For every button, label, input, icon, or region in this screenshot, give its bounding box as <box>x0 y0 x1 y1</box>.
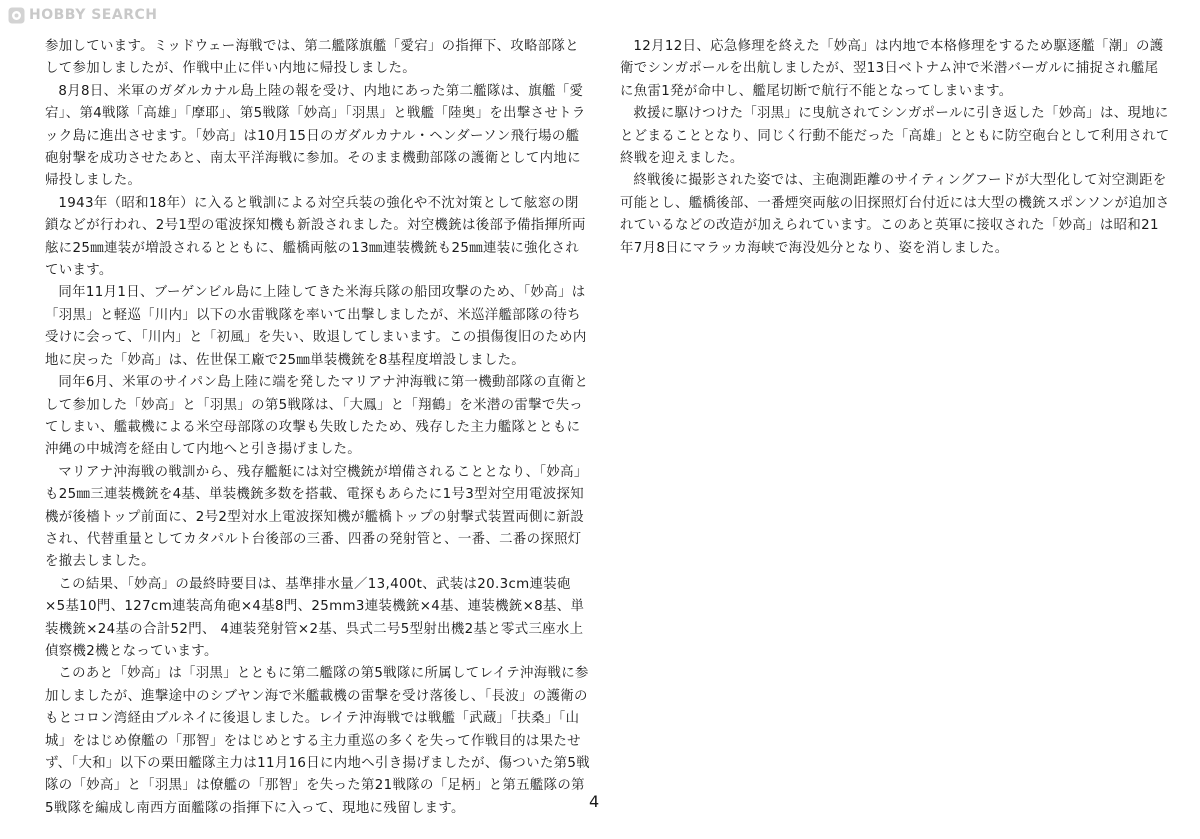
right-text-column <box>620 36 1170 260</box>
paragraph: 12月12日、応急修理を終えた「妙高」は内地で本格修理をするため駆逐艦「潮」の護衛でシンガポールを出航しましたが、翌13日ベトナム沖で米潜バーガルに捕捉され艦尾に魚雷1発が命中し、艦尾切断で航行不能となってしまいます。 <box>620 39 1164 99</box>
paragraph: この結果、「妙高」の最終時要目は、基準排水量／13,400t、武装は20.3cm連装砲×5基10門、127cm連装高角砲×4基8門、25mm3連装機銃×4基、連装機銃×8基、単装機銃×24基の合計52門、 4連装発射管×2基、呉式二号5型射出機2基と零式三座水上偵察機2機となっています。 <box>45 576 585 659</box>
paragraph: マリアナ沖海戦の戦訓から、残存艦艇には対空機銃が増備されることとなり、「妙高」も25㎜三連装機銃を4基、単装機銃多数を搭載、電探もあらたに1号3型対空用電波探知機が後檣トップ前面に、2号2型対水上電波探知機が艦橋トップの射撃式装置両側に新設され、代替重量としてカタパルト台後部の三番、四番の発射管と、一番、二番の探照灯を撤去しました。 <box>45 464 588 570</box>
paragraph: 8月8日、米軍のガダルカナル島上陸の報を受け、内地にあった第二艦隊は、旗艦「愛宕」、第4戦隊「高雄」「摩耶」、第5戦隊「妙高」「羽黒」と戦艦「陸奥」を出撃させトラック島に進出させます。「妙高」は10月15日のガダルカナル・ヘンダーソン飛行場の艦砲射撃を成功させたあと、南太平洋海戦に参加。そのまま機動部隊の護衛として内地に帰投しました。 <box>45 83 586 189</box>
paragraph: 救援に駆けつけた「羽黒」に曳航されてシンガポールに引き返した「妙高」は、現地にとどまることとなり、同じく行動不能だった「高雄」とともに防空砲台として利用されて終戦を迎えました。 <box>620 106 1170 167</box>
site-logo <box>8 5 157 25</box>
paragraph: このあと「妙高」は「羽黒」とともに第二艦隊の第5戦隊に所属してレイテ沖海戦に参加しましたが、進撃途中のシブヤン海で米艦載機の雷撃を受け落後し、「長波」の護衛のもとコロン湾経由ブルネイに後退しました。レイテ沖海戦では戦艦「武蔵」「扶桑」「山城」をはじめ僚艦の「那智」をはじめとする主力重巡の多くを失って作戦目的は果たせず、「大和」以下の栗田艦隊主力は11月16日に内地へ引き揚げましたが、傷ついた第5戦隊の「妙高」と「羽黒」は僚艦の「那智」を失った第21戦隊の「足柄」と第五艦隊の第5戦隊を編成し南西方面艦隊の指揮下に入って、現地に残留します。 <box>45 666 590 816</box>
paragraph: 終戦後に撮影された姿では、主砲測距離のサイティングフードが大型化して対空測距を可能とし、艦橋後部、一番煙突両舷の旧探照灯台付近には大型の機銃スポンソンが追加されているなどの改造が加えられています。このあと英軍に接収された「妙高」は昭和21年7月8日にマラッカ海峡で海没処分となり、姿を消しました。 <box>620 173 1170 256</box>
logo-text: HOBBY SEARCH <box>29 7 158 23</box>
paragraph: 同年11月1日、ブーゲンビル島に上陸してきた米海兵隊の船団攻撃のため、「妙高」は「羽黒」と軽巡「川内」以下の水雷戦隊を率いて出撃しましたが、米巡洋艦部隊の待ち受けに会って、「川内」と「初風」を失い、敗退してしまいます。この損傷復旧のため内地に戻った「妙高」は、佐世保工廠で25㎜単装機銃を8基程度増設しました。 <box>45 285 587 368</box>
paragraph: 同年6月、米軍のサイパン島上陸に端を発したマリアナ沖海戦に第一機動部隊の直衛として参加した「妙高」と「羽黒」の第5戦隊は、「大鳳」と「翔鶴」を米潜の雷撃で失ってしまい、艦載機による米空母部隊の攻撃も失敗したため、残存した主力艦隊とともに沖縄の中城湾を経由して内地へと引き揚げました。 <box>45 375 589 458</box>
paragraph: 参加しています。ミッドウェー海戦では、第二艦隊旗艦「愛宕」の指揮下、攻略部隊として参加しましたが、作戦中止に伴い内地に帰投しました。 <box>45 39 580 77</box>
paragraph: 1943年（昭和18年）に入ると戦訓による対空兵装の強化や不沈対策として舷窓の閉鎖などが行われ、2号1型の電波探知機も新設されました。対空機銃は後部予備指揮所両舷に25㎜連装が増設されるとともに、艦橋両舷の13㎜連装機銃も25㎜連装に強化されています。 <box>45 195 586 279</box>
hobbysearch-logo-icon <box>8 7 25 24</box>
page-number: 4 <box>589 792 600 811</box>
left-text-column <box>45 36 590 820</box>
